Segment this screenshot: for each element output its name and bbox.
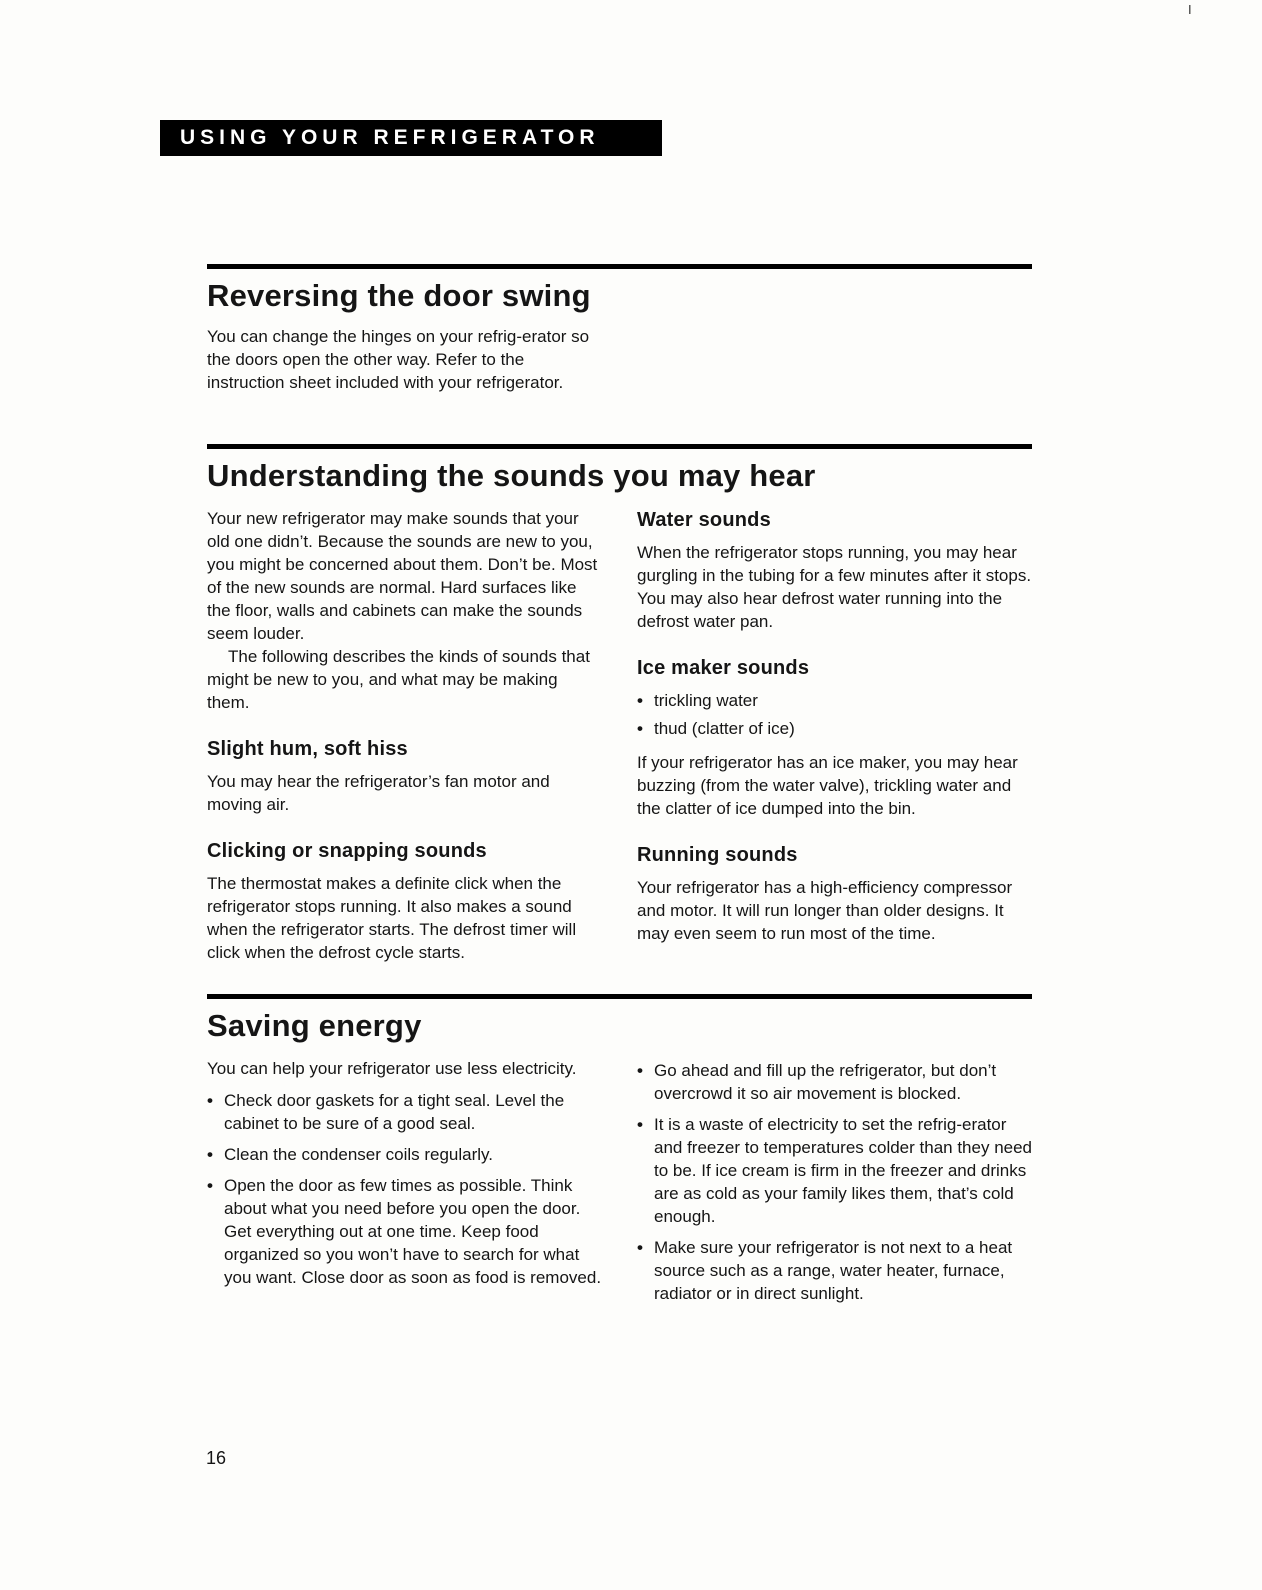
slight-hum-body: You may hear the refrigerator’s fan motor and moving air. [207,772,550,814]
sounds-right-column [637,496,1032,964]
sounds-intro-paragraph-2: The following describes the kinds of sounds that might be new to you, and what may be making them. [207,647,590,712]
clicking-sounds-body: The thermostat makes a definite click when the refrigerator stops running. It also makes a sound when the refrigerator starts. The defrost timer will click when the defrost cycle starts. [207,874,577,962]
section-title-reversing: Reversing the door swing [207,278,591,313]
water-sounds-body: When the refrigerator stops running, you may hear gurgling in the tubing for a few minutes after it stops. You may also hear defrost water running into the defrost water pan. [637,543,1032,631]
bullet-item: • Check door gaskets for a tight seal. Level the cabinet to be sure of a good seal. [207,1089,604,1135]
section-reversing-door-swing [207,264,1032,394]
ice-maker-body: If your refrigerator has an ice maker, you may hear buzzing (from the water valve), trickling water and the clatter of ice dumped into the bin. [637,753,1018,818]
section-rule [207,444,1032,449]
energy-columns [207,1046,1032,1313]
section-saving-energy [207,994,1032,1313]
header-label: USING YOUR REFRIGERATOR [180,126,600,149]
energy-left-column [207,1046,604,1313]
subheading-water-sounds: Water sounds [637,509,771,531]
bullet-item: • Open the door as few times as possible. Think about what you need before you open the door. Get everything out at one time. Keep food organized so you won’t have to search for what you want. Close door as soon as food is removed. [207,1174,604,1289]
energy-right-bullet-list [637,1059,1032,1305]
header-bar [160,120,662,156]
scan-artifact-mark: I [1188,2,1192,17]
sounds-columns [207,496,1032,964]
subheading-clicking-sounds: Clicking or snapping sounds [207,840,487,862]
energy-left-bullet-list [207,1089,604,1289]
section-title-saving-energy: Saving energy [207,1008,422,1043]
section-rule [207,994,1032,999]
bullet-item: • Clean the condenser coils regularly. [207,1143,604,1166]
energy-right-column [637,1046,1032,1313]
energy-intro: You can help your refrigerator use less electricity. [207,1059,577,1078]
sounds-left-column [207,496,604,964]
bullet-item: • thud (clatter of ice) [637,717,1032,740]
section-title-sounds: Understanding the sounds you may hear [207,458,816,493]
subheading-running-sounds: Running sounds [637,844,798,866]
reversing-body: You can change the hinges on your refrig-erator so the doors open the other way. Refer to the instruction sheet included with your refrigerator. [207,327,590,392]
subheading-ice-maker-sounds: Ice maker sounds [637,657,810,679]
page-number: 16 [206,1448,227,1468]
ice-maker-bullet-list [637,689,1032,740]
subheading-slight-hum: Slight hum, soft hiss [207,738,408,760]
bullet-item: • Go ahead and fill up the refrigerator, but don’t overcrowd it so air movement is blocked. [637,1059,1032,1105]
running-sounds-body: Your refrigerator has a high-efficiency compressor and motor. It will run longer than older designs. It may even seem to run most of the time. [637,878,1013,943]
bullet-item: • Make sure your refrigerator is not next to a heat source such as a range, water heater, furnace, radiator or in direct sunlight. [637,1236,1032,1305]
section-rule [207,264,1032,269]
sounds-intro-paragraph-1: Your new refrigerator may make sounds that your old one didn’t. Because the sounds are new to you, you might be concerned about them. Don’t be. Most of the new sounds are normal. Hard surfaces like the floor, walls and cabinets can make the sounds seem louder. [207,509,598,643]
bullet-item: • It is a waste of electricity to set the refrig-erator and freezer to temperatures colder than they need to be. If ice cream is firm in the freezer and drinks are as cold as your family likes them, that’s cold enough. [637,1113,1032,1228]
section-understanding-sounds [207,444,1032,964]
bullet-item: • trickling water [637,689,1032,712]
